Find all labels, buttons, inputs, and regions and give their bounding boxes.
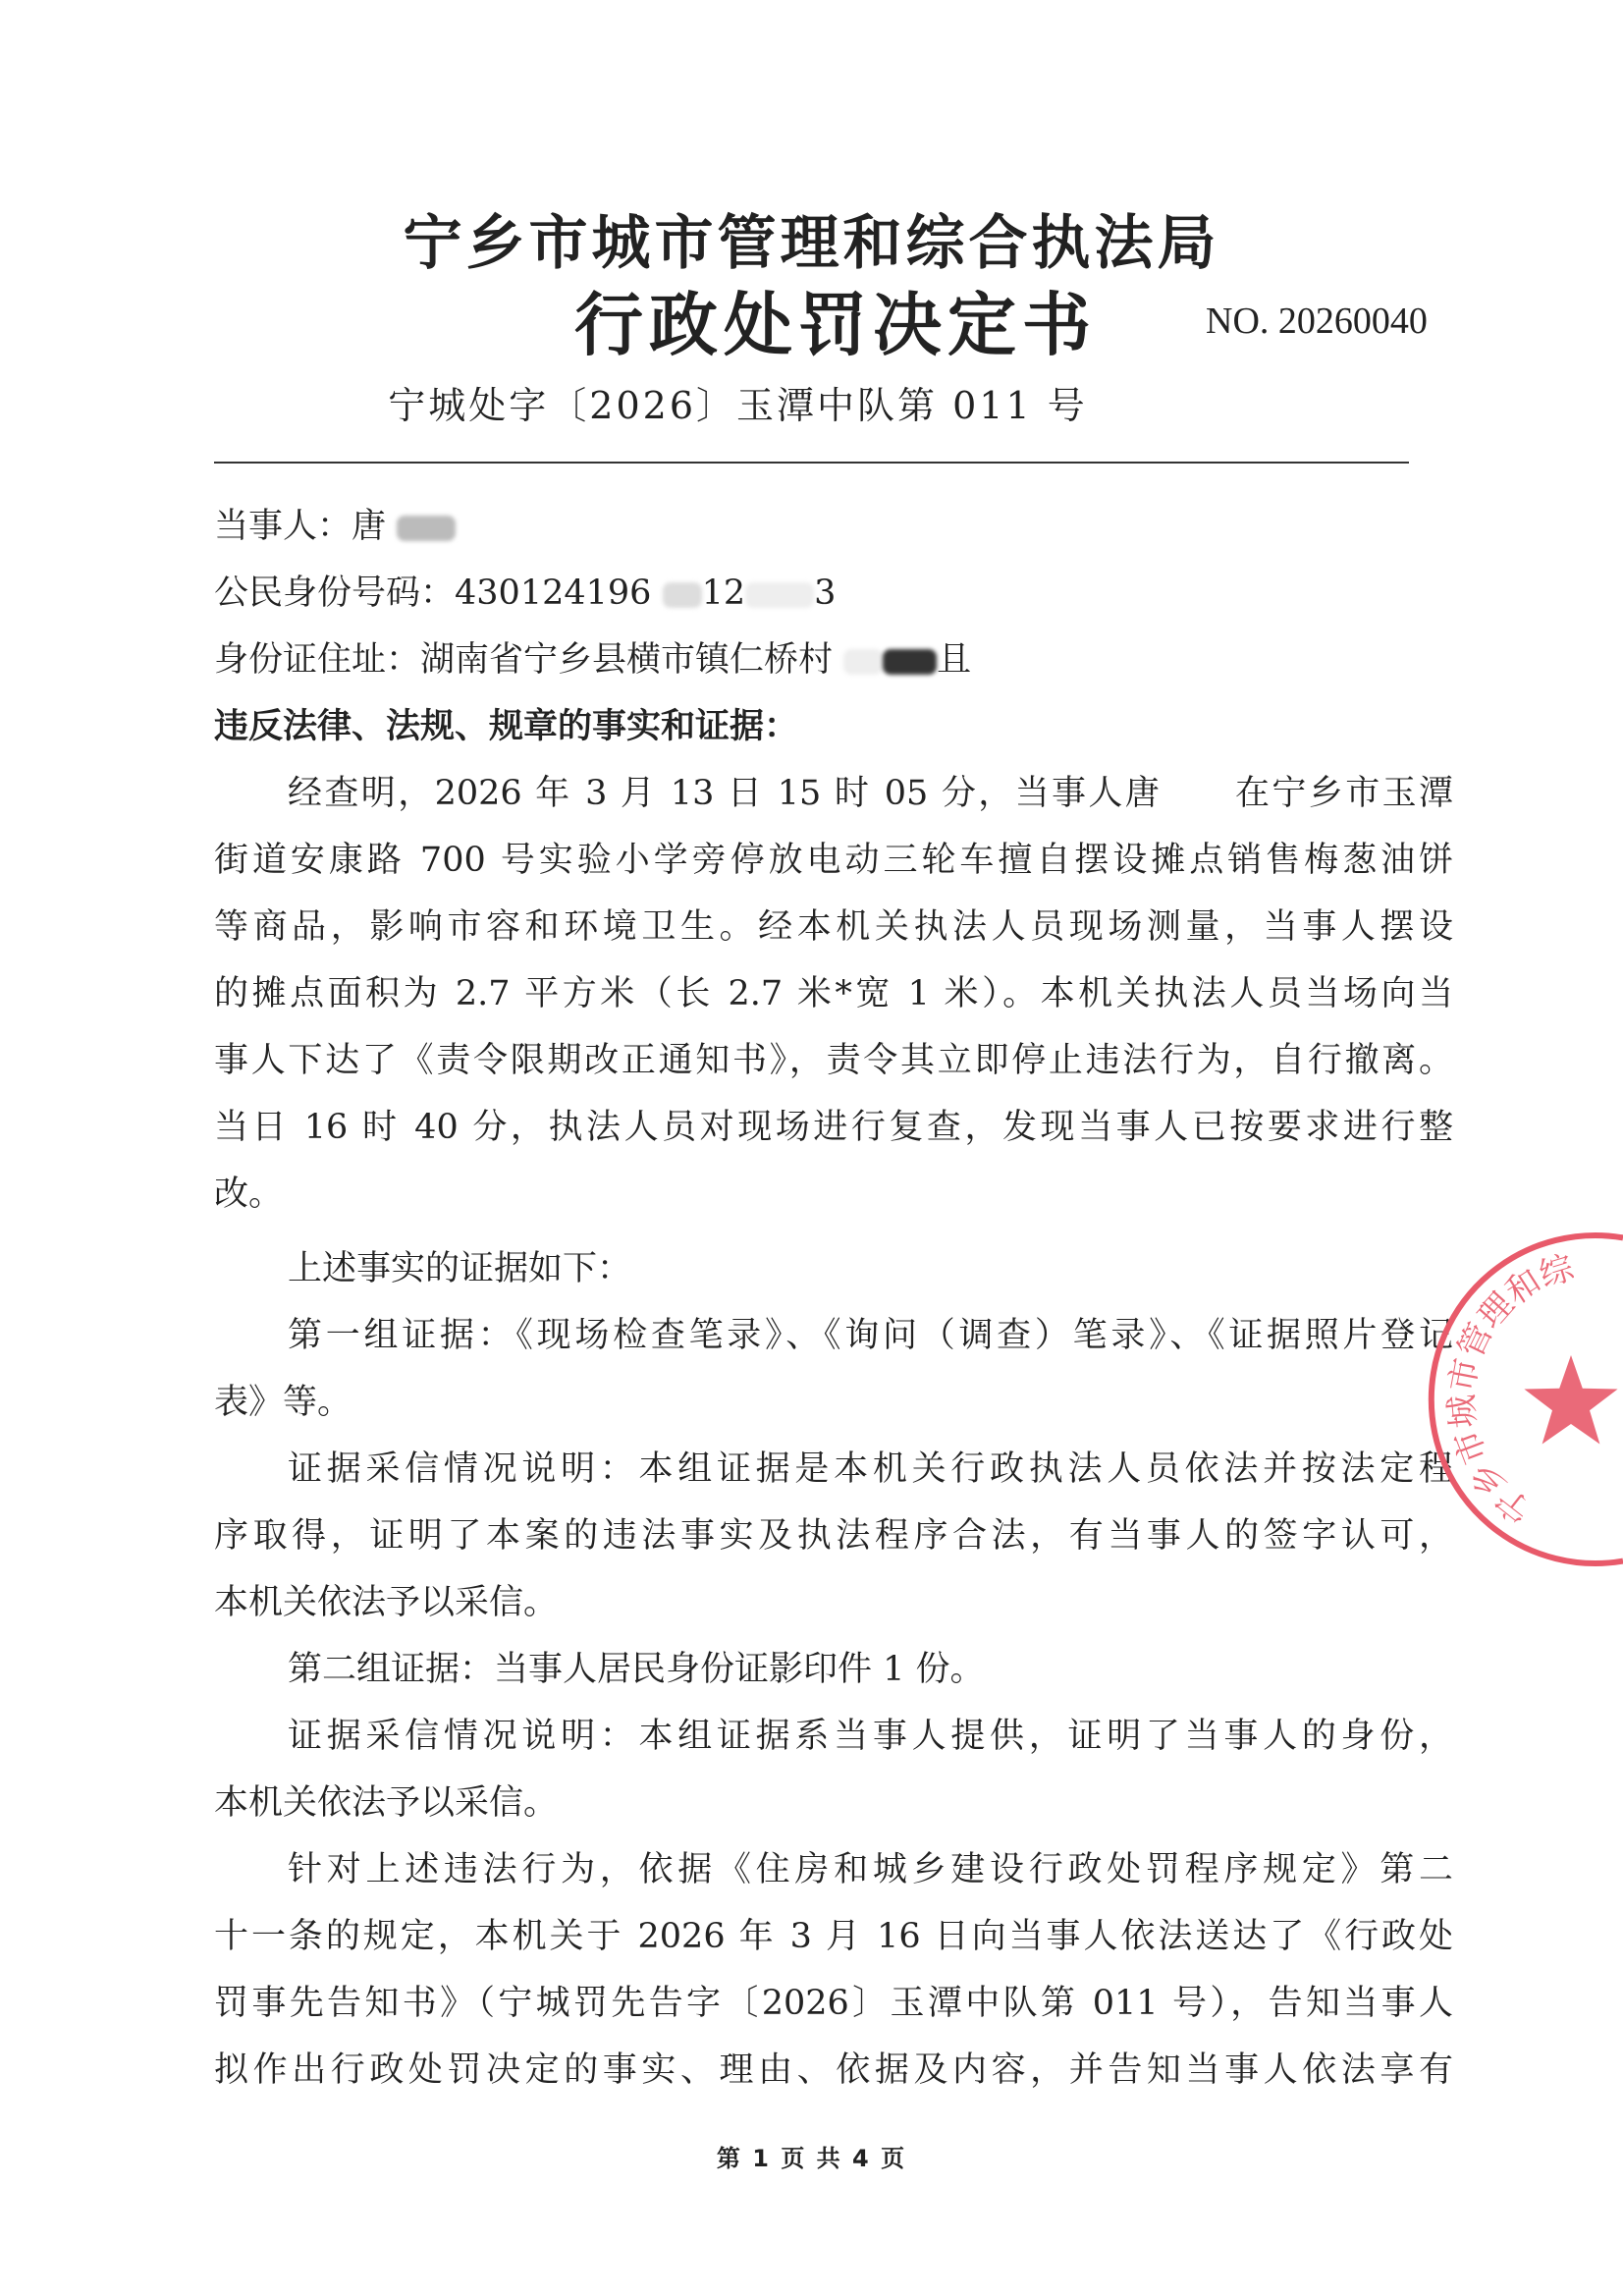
body-line: 上述事实的证据如下：: [288, 1249, 632, 1288]
seal-text-path: 宁乡市城市管理和综: [1441, 1247, 1579, 1531]
body-line: 序取得，证明了本案的违法事实及执法程序合法，有当事人的签字认可，: [214, 1516, 1453, 1556]
redaction: [663, 582, 702, 608]
body-line: 等商品，影响市容和环境卫生。经本机关执法人员现场测量，当事人摆设: [214, 907, 1453, 947]
party-name: 唐: [352, 507, 387, 546]
body-line: 第一组证据：《现场检查笔录》、《询问（调查）笔录》、《证据照片登记: [288, 1316, 1453, 1355]
party-id-part: 430124196: [455, 574, 652, 613]
body-line: 十一条的规定，本机关于 2026 年 3 月 16 日向当事人依法送达了《行政处: [214, 1917, 1453, 1956]
body-line: 事人下达了《责令限期改正通知书》，责令其立即停止违法行为，自行撤离。: [214, 1041, 1453, 1080]
document-type-title: 行政处罚决定书: [574, 285, 1097, 365]
body-line: 针对上述违法行为，依据《住房和城乡建设行政处罚程序规定》第二: [288, 1850, 1453, 1889]
redaction: [397, 516, 456, 541]
body-line: 表》等。: [214, 1383, 352, 1422]
serial-number: NO. 20260040: [1206, 301, 1428, 342]
official-seal: [1414, 1228, 1623, 1571]
body-line: 证据采信情况说明：本组证据是本机关行政执法人员依法并按法定程: [288, 1449, 1453, 1489]
party-id-part: 3: [814, 574, 837, 613]
redaction: [843, 649, 883, 675]
document-number: 宁城处字〔2026〕玉潭中队第 011 号: [388, 384, 1088, 427]
party-name-line: [214, 493, 1453, 560]
body-line: 的摊点面积为 2.7 平方米（长 2.7 米*宽 1 米）。本机关执法人员当场向当: [214, 974, 1453, 1013]
agency-title: 宁乡市城市管理和综合执法局: [403, 209, 1220, 278]
party-id-line: [214, 560, 1453, 627]
page-footer: 第 1 页 共 4 页: [716, 2145, 907, 2172]
section-title: 违反法律、法规、规章的事实和证据：: [214, 706, 799, 746]
body-line: 经查明，2026 年 3 月 13 日 15 时 05 分，当事人唐 在宁乡市玉潭: [288, 774, 1453, 813]
header-divider: [214, 462, 1409, 464]
party-id-label: 公民身份号码：: [214, 574, 456, 613]
body-line: 证据采信情况说明：本组证据系当事人提供，证明了当事人的身份，: [288, 1717, 1453, 1756]
body-line: 本机关依法予以采信。: [214, 1583, 559, 1622]
body-line: 拟作出行政处罚决定的事实、理由、依据及内容，并告知当事人依法享有: [214, 2050, 1453, 2090]
body-line: 当日 16 时 40 分，执法人员对现场进行复查，发现当事人已按要求进行整: [214, 1108, 1453, 1147]
redaction: [883, 649, 937, 675]
body-line: 第二组证据：当事人居民身份证影印件 1 份。: [288, 1650, 985, 1689]
party-id-part: 12: [701, 574, 746, 613]
party-address: 湖南省宁乡县横市镇仁桥村: [420, 640, 834, 680]
party-address-tail: 且: [937, 640, 972, 680]
document-body: [214, 493, 1453, 2104]
body-line: 街道安康路 700 号实验小学旁停放电动三轮车擅自摆设摊点销售梅葱油饼: [214, 841, 1453, 880]
party-name-label: 当事人：: [214, 507, 352, 546]
body-line: 罚事先告知书》（宁城罚先告字〔2026〕玉潭中队第 011 号），告知当事人: [214, 1984, 1453, 2023]
party-address-line: [214, 627, 1453, 693]
seal-star-icon: [1524, 1355, 1617, 1445]
party-address-label: 身份证住址：: [214, 640, 421, 680]
redaction: [745, 582, 814, 608]
body-line: 改。: [214, 1175, 284, 1214]
body-line: 本机关依法予以采信。: [214, 1783, 559, 1823]
